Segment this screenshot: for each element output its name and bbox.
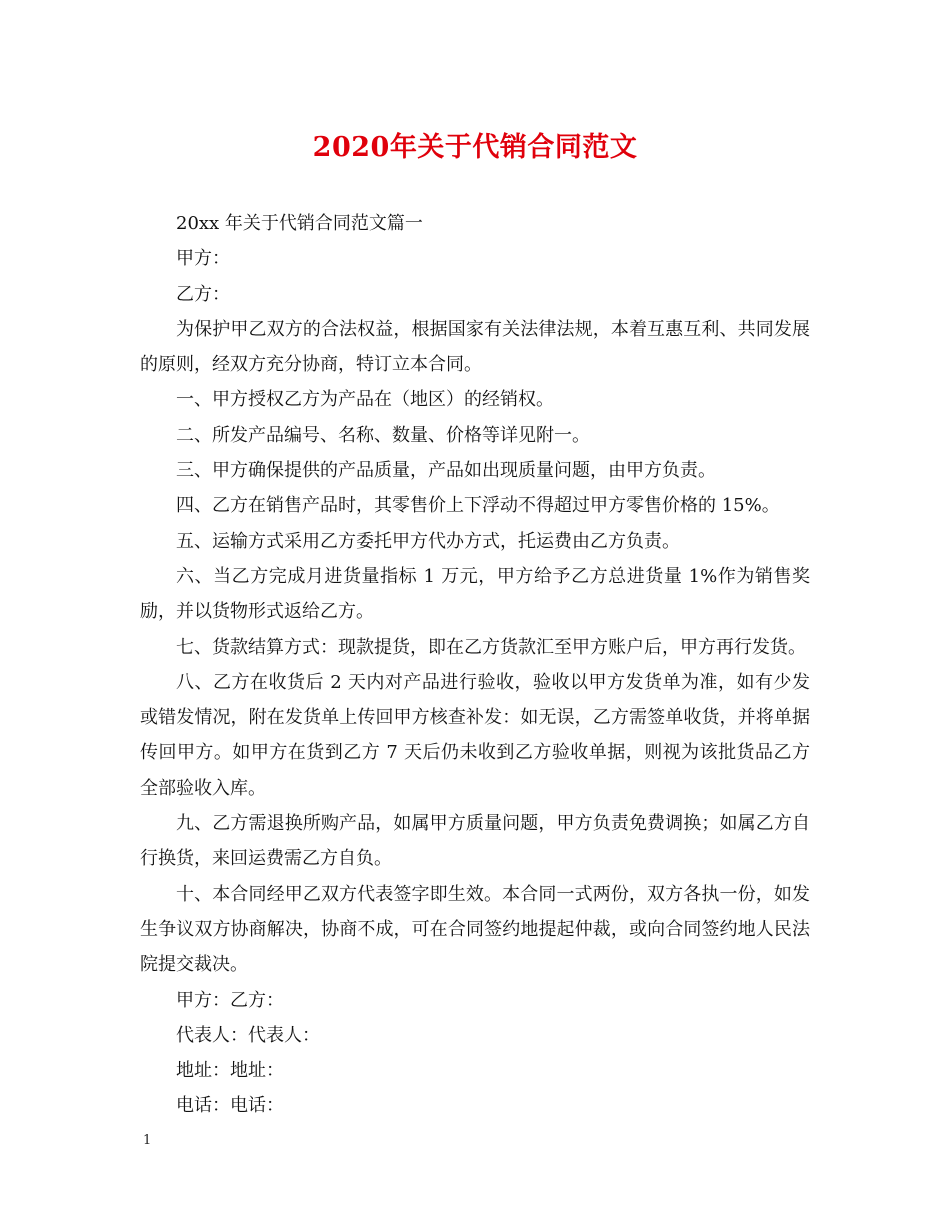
page-number: 1 bbox=[143, 1133, 152, 1148]
clause-3: 三、甲方确保提供的产品质量，产品如出现质量问题，由甲方负责。 bbox=[176, 460, 716, 482]
clause-9: 九、乙方需退换所购产品，如属甲方质量问题，甲方负责免费调换；如属乙方自行换货，来回运费需乙方自负。 bbox=[140, 813, 810, 870]
signature-parties: 甲方：乙方： bbox=[176, 989, 284, 1011]
signature-phones: 电话：电话： bbox=[176, 1095, 284, 1117]
section-heading: 20xx 年关于代销合同范文篇一 bbox=[176, 213, 423, 234]
clause-6: 六、当乙方完成月进货量指标 1 万元，甲方给予乙方总进货量 1%作为销售奖励，并以货物形式返给乙方。 bbox=[140, 565, 810, 623]
document-body bbox=[140, 206, 810, 1124]
clause-4: 四、乙方在销售产品时，其零售价上下浮动不得超过甲方零售价格的 15%。 bbox=[176, 495, 780, 517]
clause-7: 七、货款结算方式：现款提货，即在乙方货款汇至甲方账户后，甲方再行发货。 bbox=[176, 636, 806, 658]
clause-2: 二、所发产品编号、名称、数量、价格等详见附一。 bbox=[176, 424, 590, 446]
preamble-paragraph: 为保护甲乙双方的合法权益，根据国家有关法律法规，本着互惠互利、共同发展的原则，经双方充分协商，特订立本合同。 bbox=[140, 318, 810, 376]
clause-1: 一、甲方授权乙方为产品在（地区）的经销权。 bbox=[176, 389, 554, 411]
signature-addresses: 地址：地址： bbox=[176, 1060, 284, 1082]
document-title: 2020年关于代销合同范文 bbox=[312, 132, 638, 163]
signature-representatives: 代表人：代表人： bbox=[176, 1024, 320, 1046]
party-b-line: 乙方： bbox=[176, 283, 230, 305]
party-a-line: 甲方： bbox=[176, 248, 230, 270]
clause-10: 十、本合同经甲乙双方代表签字即生效。本合同一式两份，双方各执一份，如发生争议双方协商解决，协商不成，可在合同签约地提起仲裁，或向合同签约地人民法院提交裁决。 bbox=[140, 883, 810, 976]
clause-5: 五、运输方式采用乙方委托甲方代办方式，托运费由乙方负责。 bbox=[176, 530, 680, 552]
clause-8: 八、乙方在收货后 2 天内对产品进行验收，验收以甲方发货单为准，如有少发或错发情况，附在发货单上传回甲方核查补发：如无误，乙方需签单收货，并将单据传回甲方。如甲方在货到乙方 7 天后仍未收到乙方验收单据，则视为该批货品乙方全部验收入库。 bbox=[140, 671, 810, 799]
